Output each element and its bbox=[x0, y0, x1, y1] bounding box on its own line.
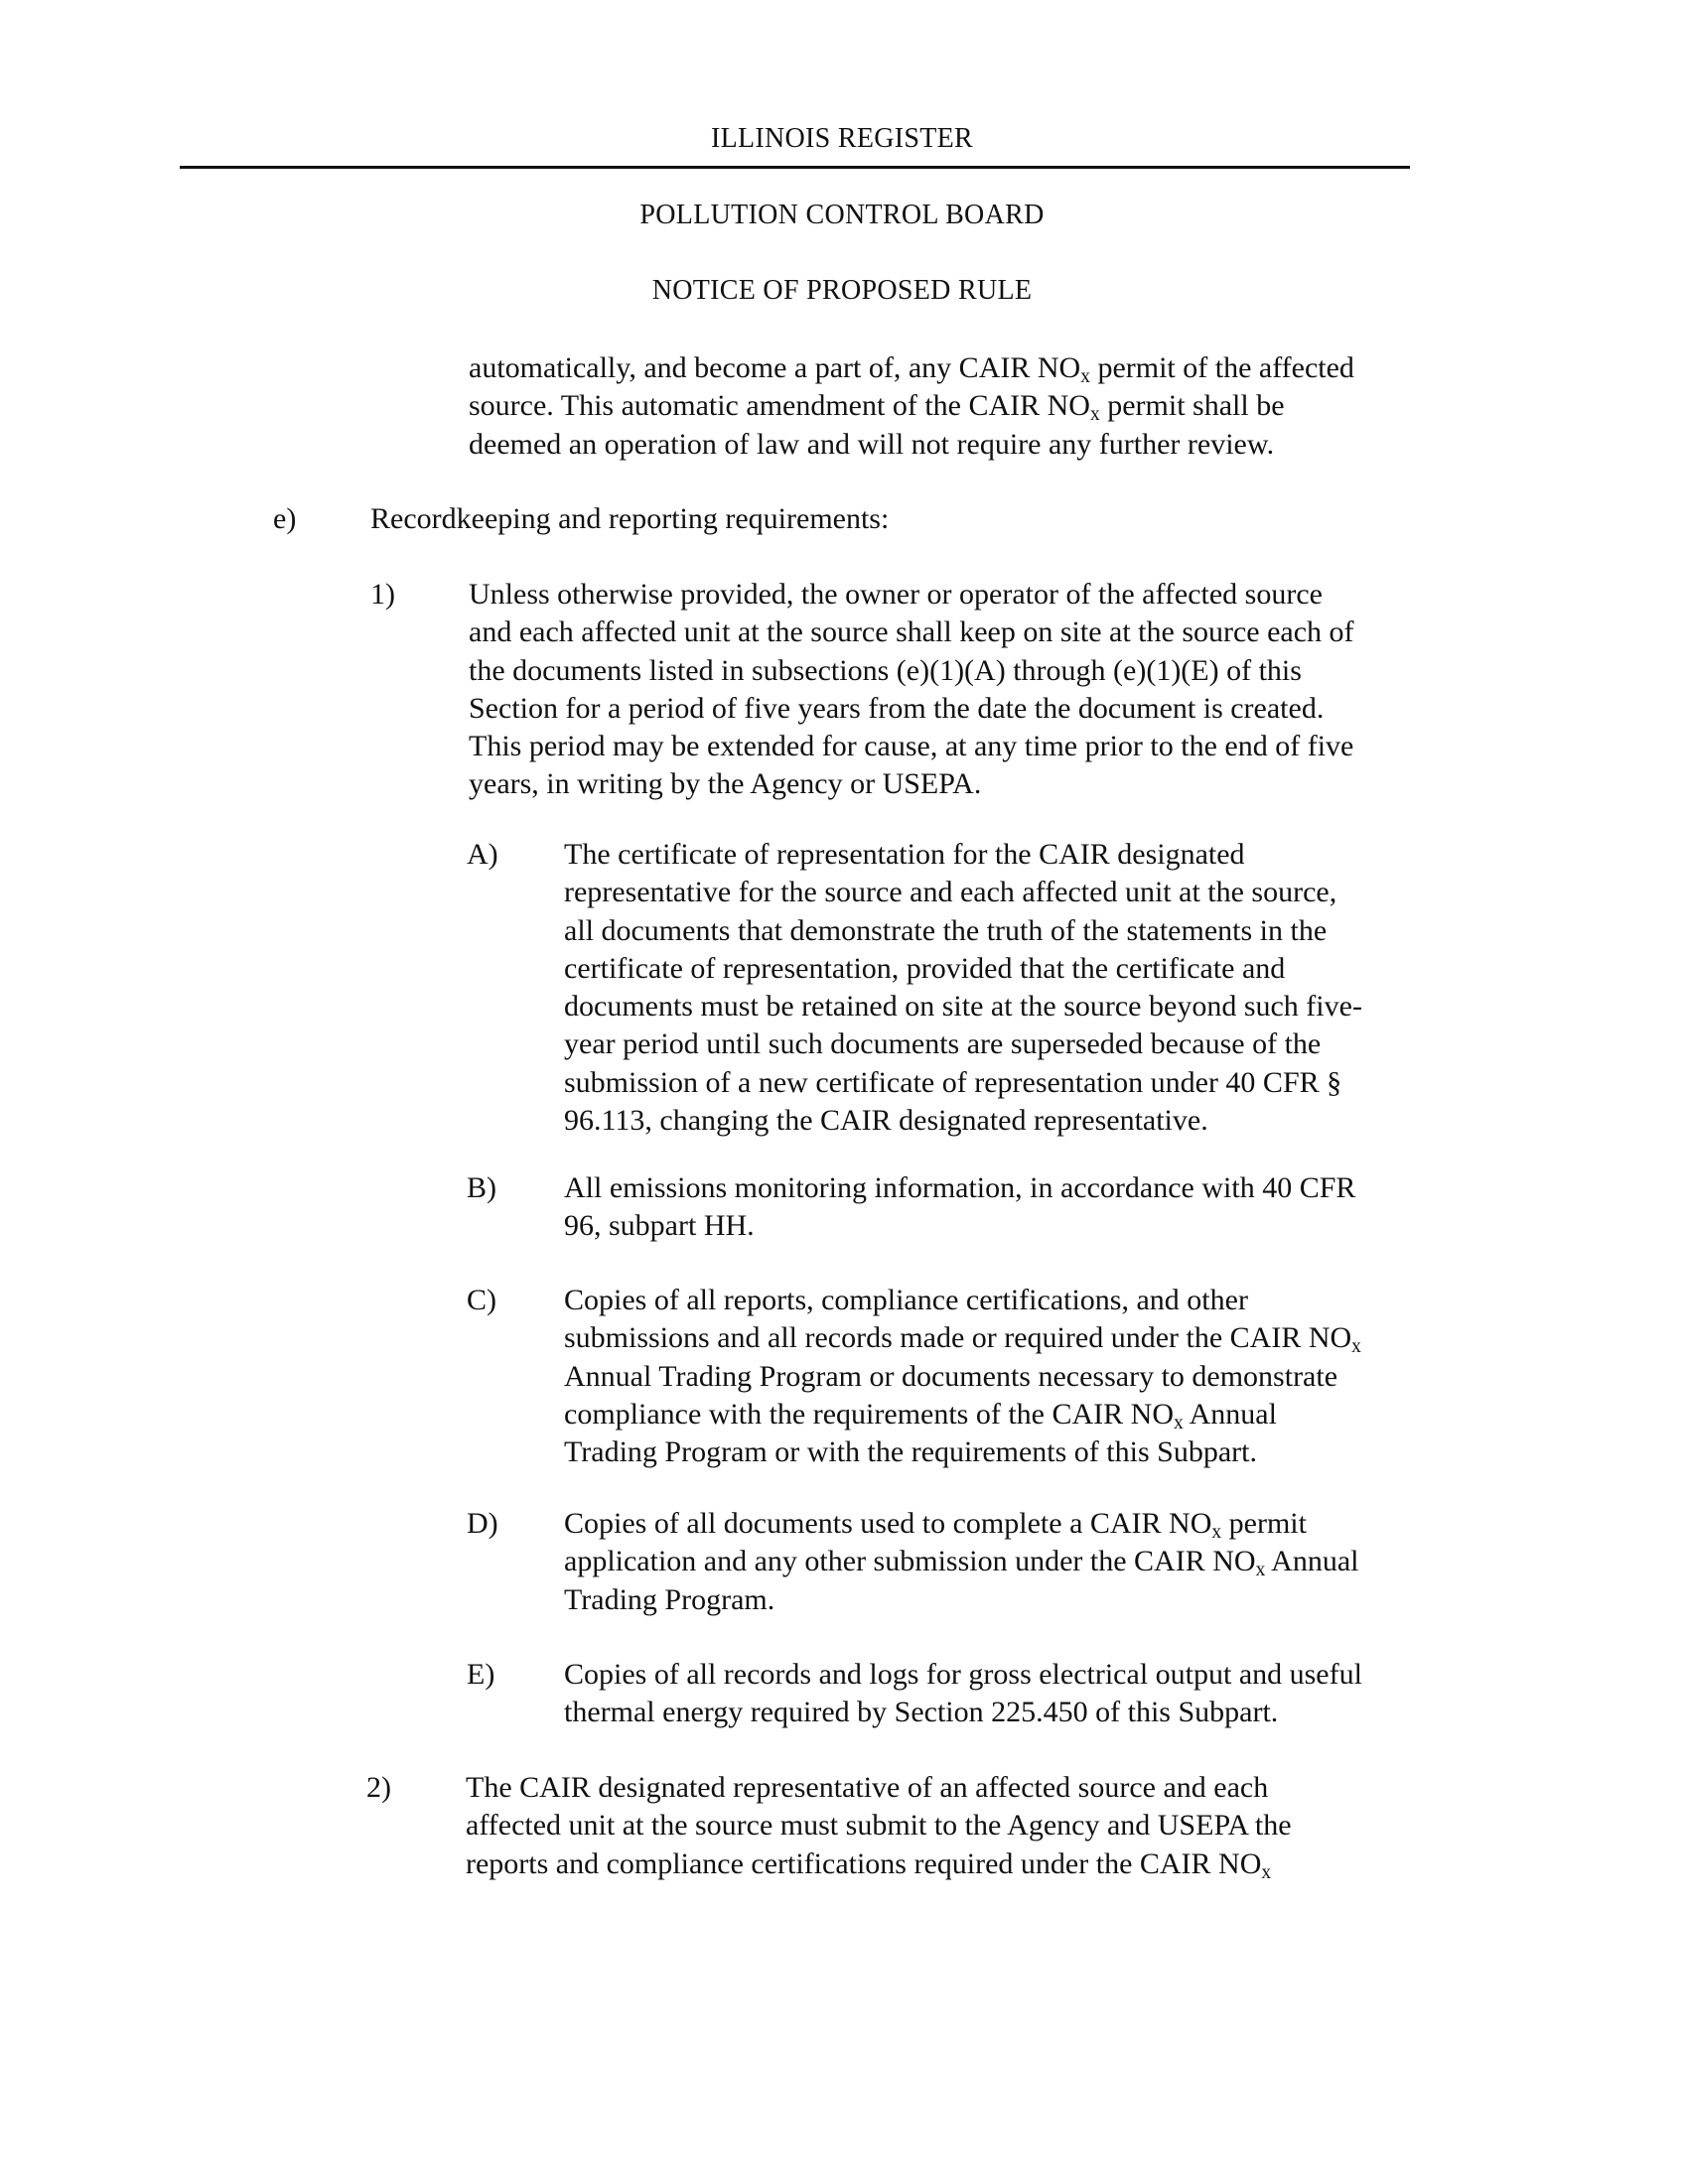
register-title: ILLINOIS REGISTER bbox=[710, 123, 974, 154]
notice-title: NOTICE OF PROPOSED RULE bbox=[651, 275, 1033, 306]
text-line: year period until such documents are superseded because of the bbox=[564, 1027, 1322, 1061]
text-line: automatically, and become a part of, any CAIR $NO_x$ permit of the affected bbox=[469, 351, 1354, 387]
board-name: POLLUTION CONTROL BOARD bbox=[639, 200, 1045, 230]
text-line: submissions and all records made or required under the CAIR $NO_x$ bbox=[564, 1321, 1361, 1358]
text-line: Section for a period of five years from the date the document is created. bbox=[469, 691, 1325, 725]
text-line: The CAIR designated representative of an affected source and each bbox=[466, 1771, 1269, 1804]
text-line: years, in writing by the Agency or USEPA. bbox=[469, 767, 982, 801]
text-line: compliance with the requirements of the CAIR $NO_x$ Annual bbox=[564, 1397, 1277, 1433]
text-line: Copies of all records and logs for gross electrical output and useful bbox=[564, 1658, 1362, 1691]
text-line: certificate of representation, provided that the certificate and bbox=[564, 951, 1286, 985]
text-line: Trading Program. bbox=[564, 1582, 775, 1616]
text-line: reports and compliance certifications required under the CAIR $NO_x$ bbox=[466, 1846, 1272, 1883]
subitem-c-paragraph bbox=[564, 1282, 1361, 1471]
text-line: the documents listed in subsections (e)(1)(A) through (e)(1)(E) of this bbox=[469, 653, 1302, 687]
subitem-a-label: A) bbox=[467, 838, 498, 871]
text-line: source. This automatic amendment of the CAIR $NO_x$ permit shall be bbox=[469, 389, 1285, 426]
text-line: and each affected unit at the source shall keep on site at the source each of bbox=[469, 615, 1354, 649]
section-e-heading: Recordkeeping and reporting requirements: bbox=[370, 502, 890, 535]
text-line: The certificate of representation for the CAIR designated bbox=[564, 838, 1245, 871]
text-line: Annual Trading Program or documents necessary to demonstrate bbox=[564, 1359, 1338, 1393]
subitem-a-paragraph bbox=[564, 836, 1362, 1140]
text-line: documents must be retained on site at the source beyond such five- bbox=[564, 990, 1362, 1024]
subitem-e-paragraph bbox=[564, 1656, 1362, 1732]
subitem-c-label: C) bbox=[467, 1284, 496, 1316]
text-line: submission of a new certificate of representation under 40 CFR § bbox=[564, 1065, 1342, 1099]
subitem-d-label: D) bbox=[467, 1507, 498, 1540]
text-line: Copies of all reports, compliance certifications, and other bbox=[564, 1284, 1248, 1316]
item-2-paragraph bbox=[466, 1769, 1292, 1883]
header-rule bbox=[180, 166, 1410, 169]
text-line: 96.113, changing the CAIR designated representative. bbox=[564, 1104, 1208, 1138]
text-line: Trading Program or with the requirements of this Subpart. bbox=[564, 1435, 1257, 1469]
text-line: affected unit at the source must submit to the Agency and USEPA the bbox=[466, 1809, 1292, 1843]
text-line: representative for the source and each affected unit at the source, bbox=[564, 876, 1337, 909]
text-line: deemed an operation of law and will not require any further review. bbox=[469, 427, 1275, 461]
text-line: thermal energy required by Section 225.450 of this Subpart. bbox=[564, 1696, 1279, 1729]
text-line: Copies of all documents used to complete a CAIR $NO_x$ permit bbox=[564, 1507, 1307, 1543]
item-2-label: 2) bbox=[366, 1771, 391, 1804]
text-line: All emissions monitoring information, in accordance with 40 CFR bbox=[564, 1171, 1356, 1204]
subitem-d-paragraph bbox=[564, 1505, 1358, 1619]
text-line: all documents that demonstrate the truth of the statements in the bbox=[564, 913, 1328, 947]
item-1-label: 1) bbox=[370, 578, 395, 611]
subitem-b-paragraph bbox=[564, 1169, 1355, 1246]
intro-paragraph bbox=[469, 349, 1354, 464]
item-1-paragraph bbox=[469, 576, 1354, 804]
section-e-label: e) bbox=[273, 502, 297, 535]
text-line: This period may be extended for cause, at any time prior to the end of five bbox=[469, 730, 1354, 763]
subitem-b-label: B) bbox=[467, 1171, 496, 1204]
text-line: Unless otherwise provided, the owner or operator of the affected source bbox=[469, 578, 1323, 611]
text-line: application and any other submission under the CAIR $NO_x$ Annual bbox=[564, 1545, 1359, 1581]
subitem-e-label: E) bbox=[467, 1658, 495, 1691]
text-line: 96, subpart HH. bbox=[564, 1209, 755, 1243]
